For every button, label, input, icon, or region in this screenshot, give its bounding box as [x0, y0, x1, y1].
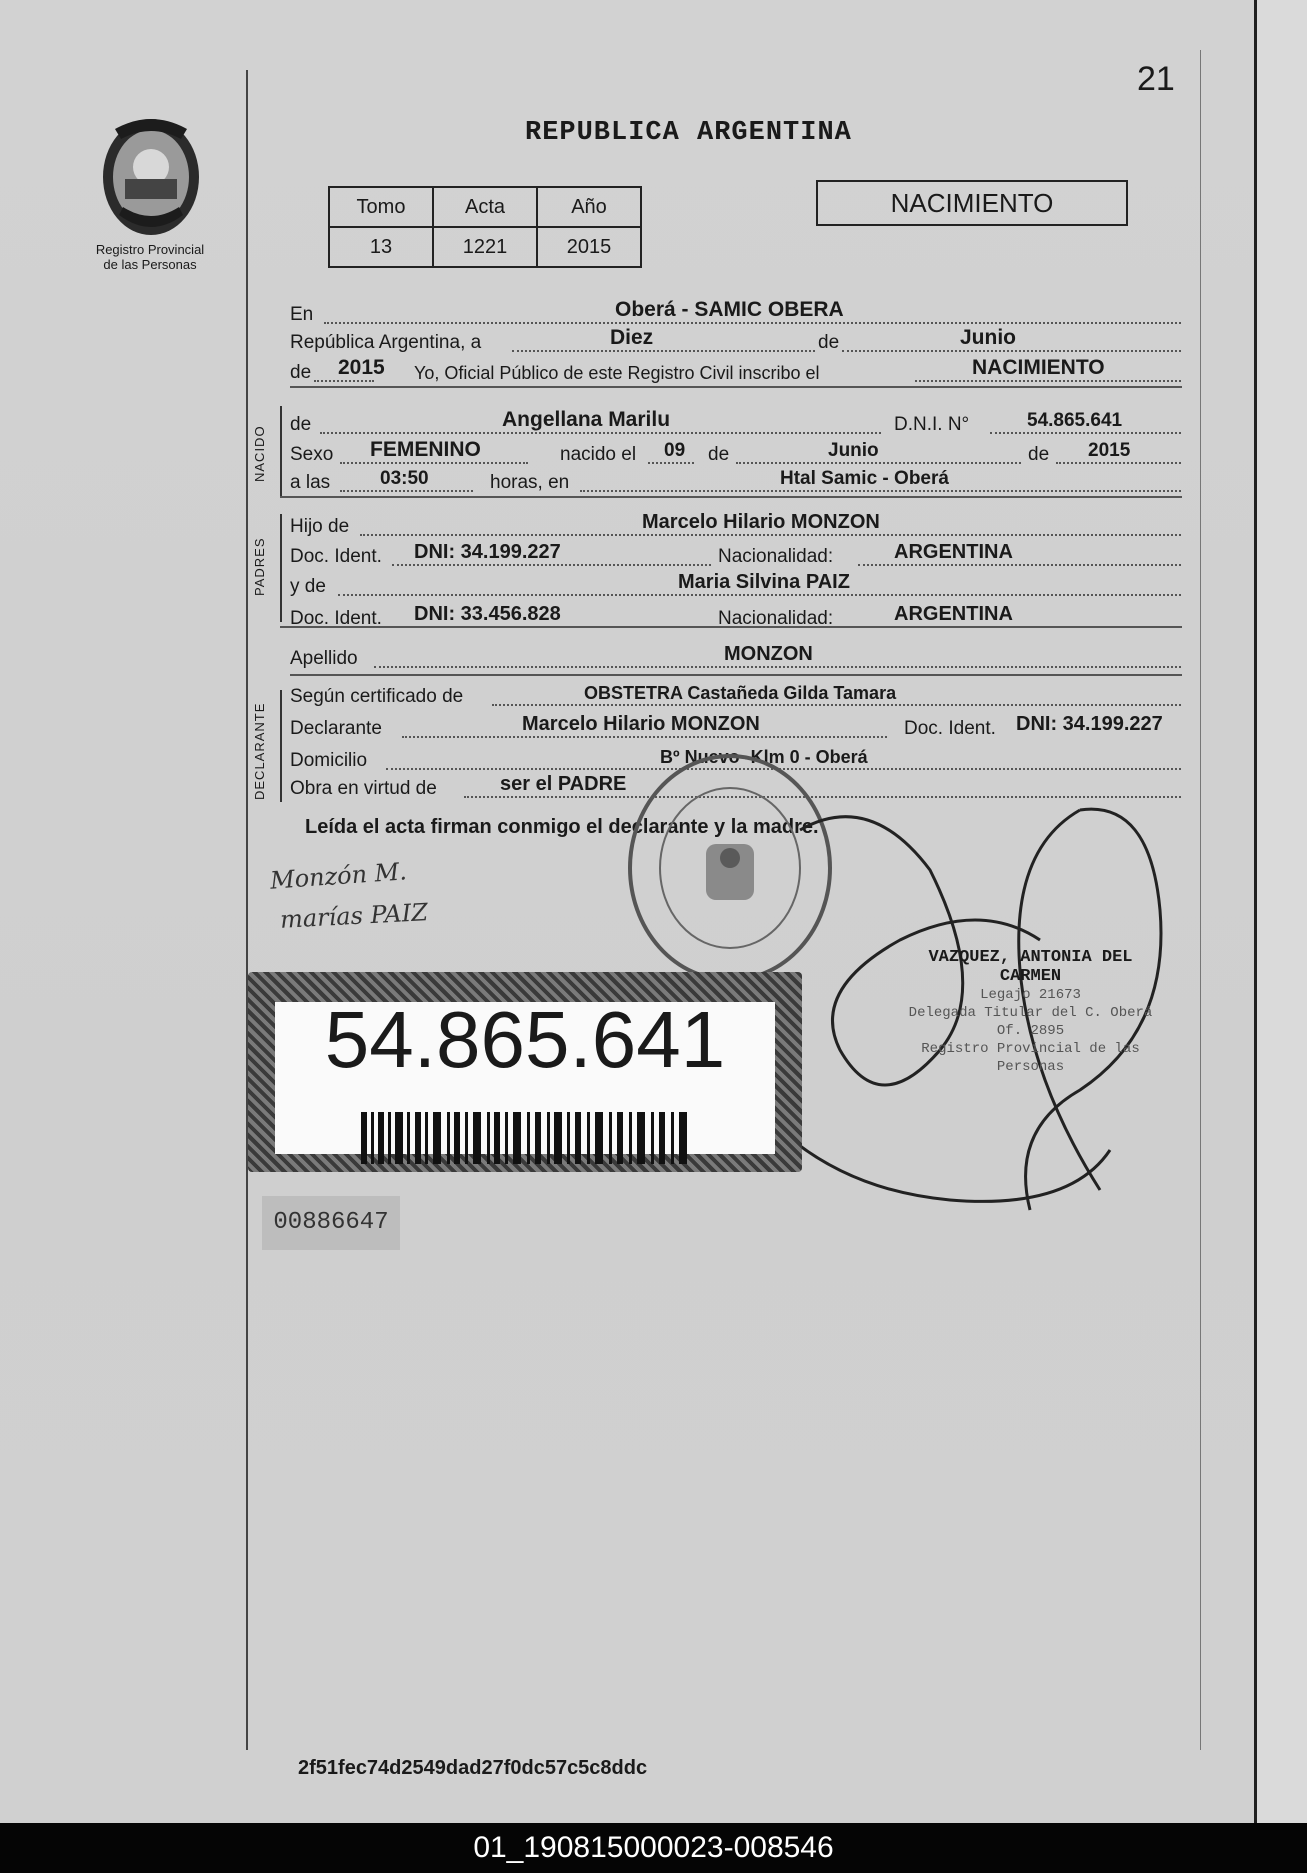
dotted-line: [990, 432, 1181, 434]
value-tipo-inscripcion: NACIMIENTO: [972, 356, 1105, 379]
logo-caption: [80, 242, 220, 272]
dotted-line: [842, 350, 1181, 352]
dotted-line: [648, 462, 694, 464]
value-madre: Maria Silvina PAIZ: [678, 571, 850, 593]
dotted-line: [360, 534, 1181, 536]
dotted-line: [320, 432, 881, 434]
official-role-line1: Delegada Titular del C. Oberá Of. 2895: [908, 1005, 1153, 1039]
signature-madre: marías PAIZ: [279, 898, 429, 934]
section-divider: [280, 626, 1182, 628]
row-declarante: [290, 712, 1181, 742]
closing-statement: Leída el acta firman conmigo el declarante y la madre.: [305, 816, 819, 838]
registry-value-acta: 1221: [433, 227, 537, 267]
footer-id-bar: 01_190815000023-008546: [0, 1823, 1307, 1873]
section-label-nacido: NACIDO: [252, 425, 267, 482]
logo-caption-line2: de las Personas: [103, 257, 197, 272]
dotted-line: [314, 380, 374, 382]
section-bracket: [280, 406, 282, 496]
label-hijo-de: Hijo de: [290, 516, 350, 537]
page-number: 21: [1137, 60, 1175, 98]
value-dia-acta: Diez: [610, 326, 654, 349]
official-role-line2: Registro Provincial de las Personas: [921, 1041, 1140, 1075]
dotted-line: [340, 462, 528, 464]
label-nacionalidad: Nacionalidad:: [718, 608, 834, 629]
value-anio-nac: 2015: [1088, 440, 1131, 461]
country-title: REPUBLICA ARGENTINA: [525, 118, 852, 148]
registry-header-tomo: Tomo: [329, 187, 433, 227]
dotted-line: [340, 490, 473, 492]
value-padre-doc: DNI: 34.199.227: [414, 541, 561, 563]
label-doc-ident: Doc. Ident.: [290, 546, 382, 567]
dotted-line: [324, 322, 1181, 324]
label-en: En: [290, 304, 314, 325]
label-y-de: y de: [290, 576, 326, 597]
row-hijo-de: [290, 510, 1181, 540]
row-republica: [290, 326, 1181, 356]
section-divider: [280, 496, 1182, 498]
label-republica: República Argentina, a: [290, 332, 482, 353]
value-declarante: Marcelo Hilario MONZON: [522, 713, 760, 735]
signature-declarante: Monzón M.: [269, 857, 408, 895]
dotted-line: [580, 490, 1181, 492]
section-bracket: [280, 514, 282, 622]
label-sexo: Sexo: [290, 444, 334, 465]
row-sexo: [290, 438, 1181, 468]
label-dni: D.N.I. N°: [894, 414, 970, 435]
value-padre-nac: ARGENTINA: [894, 541, 1013, 563]
label-de: de: [1028, 444, 1050, 465]
dotted-line: [492, 704, 1181, 706]
section-divider: [290, 386, 1182, 388]
row-hora-lugar: [290, 466, 1181, 496]
section-divider: [290, 674, 1182, 676]
value-certificado: OBSTETRA Castañeda Gilda Tamara: [584, 683, 897, 703]
official-block: [893, 948, 1168, 1076]
value-nombre: Angellana Marilu: [502, 408, 671, 431]
label-nacido-el: nacido el: [560, 444, 637, 465]
row-padre-doc: [290, 540, 1181, 570]
dni-sticker: [248, 972, 802, 1172]
label-apellido: Apellido: [290, 648, 358, 669]
value-padre: Marcelo Hilario MONZON: [642, 511, 880, 533]
label-a-las: a las: [290, 472, 331, 493]
dotted-line: [402, 736, 887, 738]
label-doc-ident: Doc. Ident.: [904, 718, 996, 739]
dotted-line: [915, 380, 1181, 382]
label-nacionalidad: Nacionalidad:: [718, 546, 834, 567]
value-hora: 03:50: [380, 468, 429, 489]
dni-sticker-number: 54.865.641: [324, 995, 726, 1084]
row-apellido: [290, 642, 1181, 672]
dotted-line: [392, 564, 711, 566]
label-domicilio: Domicilio: [290, 750, 368, 771]
section-label-padres: PADRES: [252, 537, 267, 596]
value-madre-doc: DNI: 33.456.828: [414, 603, 561, 625]
label-de: de: [708, 444, 730, 465]
label-de: de: [290, 362, 312, 383]
label-declarante: Declarante: [290, 718, 382, 739]
value-domicilio: Bº Nuevo -Klm 0 - Oberá: [660, 747, 868, 767]
dotted-line: [736, 462, 1021, 464]
right-margin-line: [1200, 50, 1201, 1750]
logo-caption-line1: Registro Provincial: [95, 242, 205, 257]
label-segun-certificado: Según certificado de: [290, 686, 464, 707]
dotted-line: [374, 666, 1181, 668]
value-dni: 54.865.641: [1027, 410, 1123, 431]
barcode-icon: [361, 1112, 691, 1164]
row-anio-inscripcion: [290, 356, 1181, 386]
row-nombre: [290, 408, 1181, 438]
value-mes-nac: Junio: [828, 440, 879, 461]
row-certificado: [290, 680, 1181, 710]
label-horas-en: horas, en: [490, 472, 570, 493]
section-bracket: [280, 690, 282, 802]
registry-header-anio: Año: [537, 187, 641, 227]
dotted-line: [1056, 462, 1181, 464]
registry-header-acta: Acta: [433, 187, 537, 227]
dotted-line: [858, 564, 1181, 566]
document-hash: 2f51fec74d2549dad27f0dc57c5c8ddc: [298, 1757, 648, 1779]
registry-table: [328, 186, 642, 268]
label-obra-en-virtud: Obra en virtud de: [290, 778, 437, 799]
value-dia-nac: 09: [664, 440, 686, 461]
value-mes-acta: Junio: [960, 326, 1016, 349]
row-en: [290, 298, 1181, 328]
adjacent-page-edge: [1254, 0, 1307, 1823]
official-legajo: Legajo 21673: [980, 987, 1081, 1003]
left-margin-line: [246, 70, 248, 1750]
label-de: de: [818, 332, 840, 353]
row-y-de: [290, 570, 1181, 600]
value-apellido: MONZON: [724, 643, 813, 665]
label-yo: Yo, Oficial Público de este Registro Civil inscribo el: [414, 363, 820, 383]
dotted-line: [512, 350, 815, 352]
value-sexo: FEMENINO: [370, 438, 481, 461]
document-type-box: NACIMIENTO: [816, 180, 1128, 226]
label-doc-ident: Doc. Ident.: [290, 608, 382, 629]
provincial-seal-logo: [95, 115, 207, 245]
value-madre-nac: ARGENTINA: [894, 603, 1013, 625]
registry-value-tomo: 13: [329, 227, 433, 267]
value-declarante-doc: DNI: 34.199.227: [1016, 713, 1163, 735]
dotted-line: [338, 594, 1181, 596]
dni-sticker-label: [275, 995, 775, 1154]
registry-value-anio: 2015: [537, 227, 641, 267]
label-de: de: [290, 414, 312, 435]
value-obra-en-virtud: ser el PADRE: [500, 773, 627, 795]
control-number: 00886647: [262, 1196, 400, 1250]
value-anio-acta: 2015: [338, 356, 385, 379]
official-name: VAZQUEZ, ANTONIA DEL CARMEN: [928, 948, 1133, 986]
value-lugar-nac: Htal Samic - Oberá: [780, 468, 949, 489]
section-label-declarante: DECLARANTE: [252, 702, 267, 800]
value-lugar: Oberá - SAMIC OBERA: [615, 298, 844, 321]
